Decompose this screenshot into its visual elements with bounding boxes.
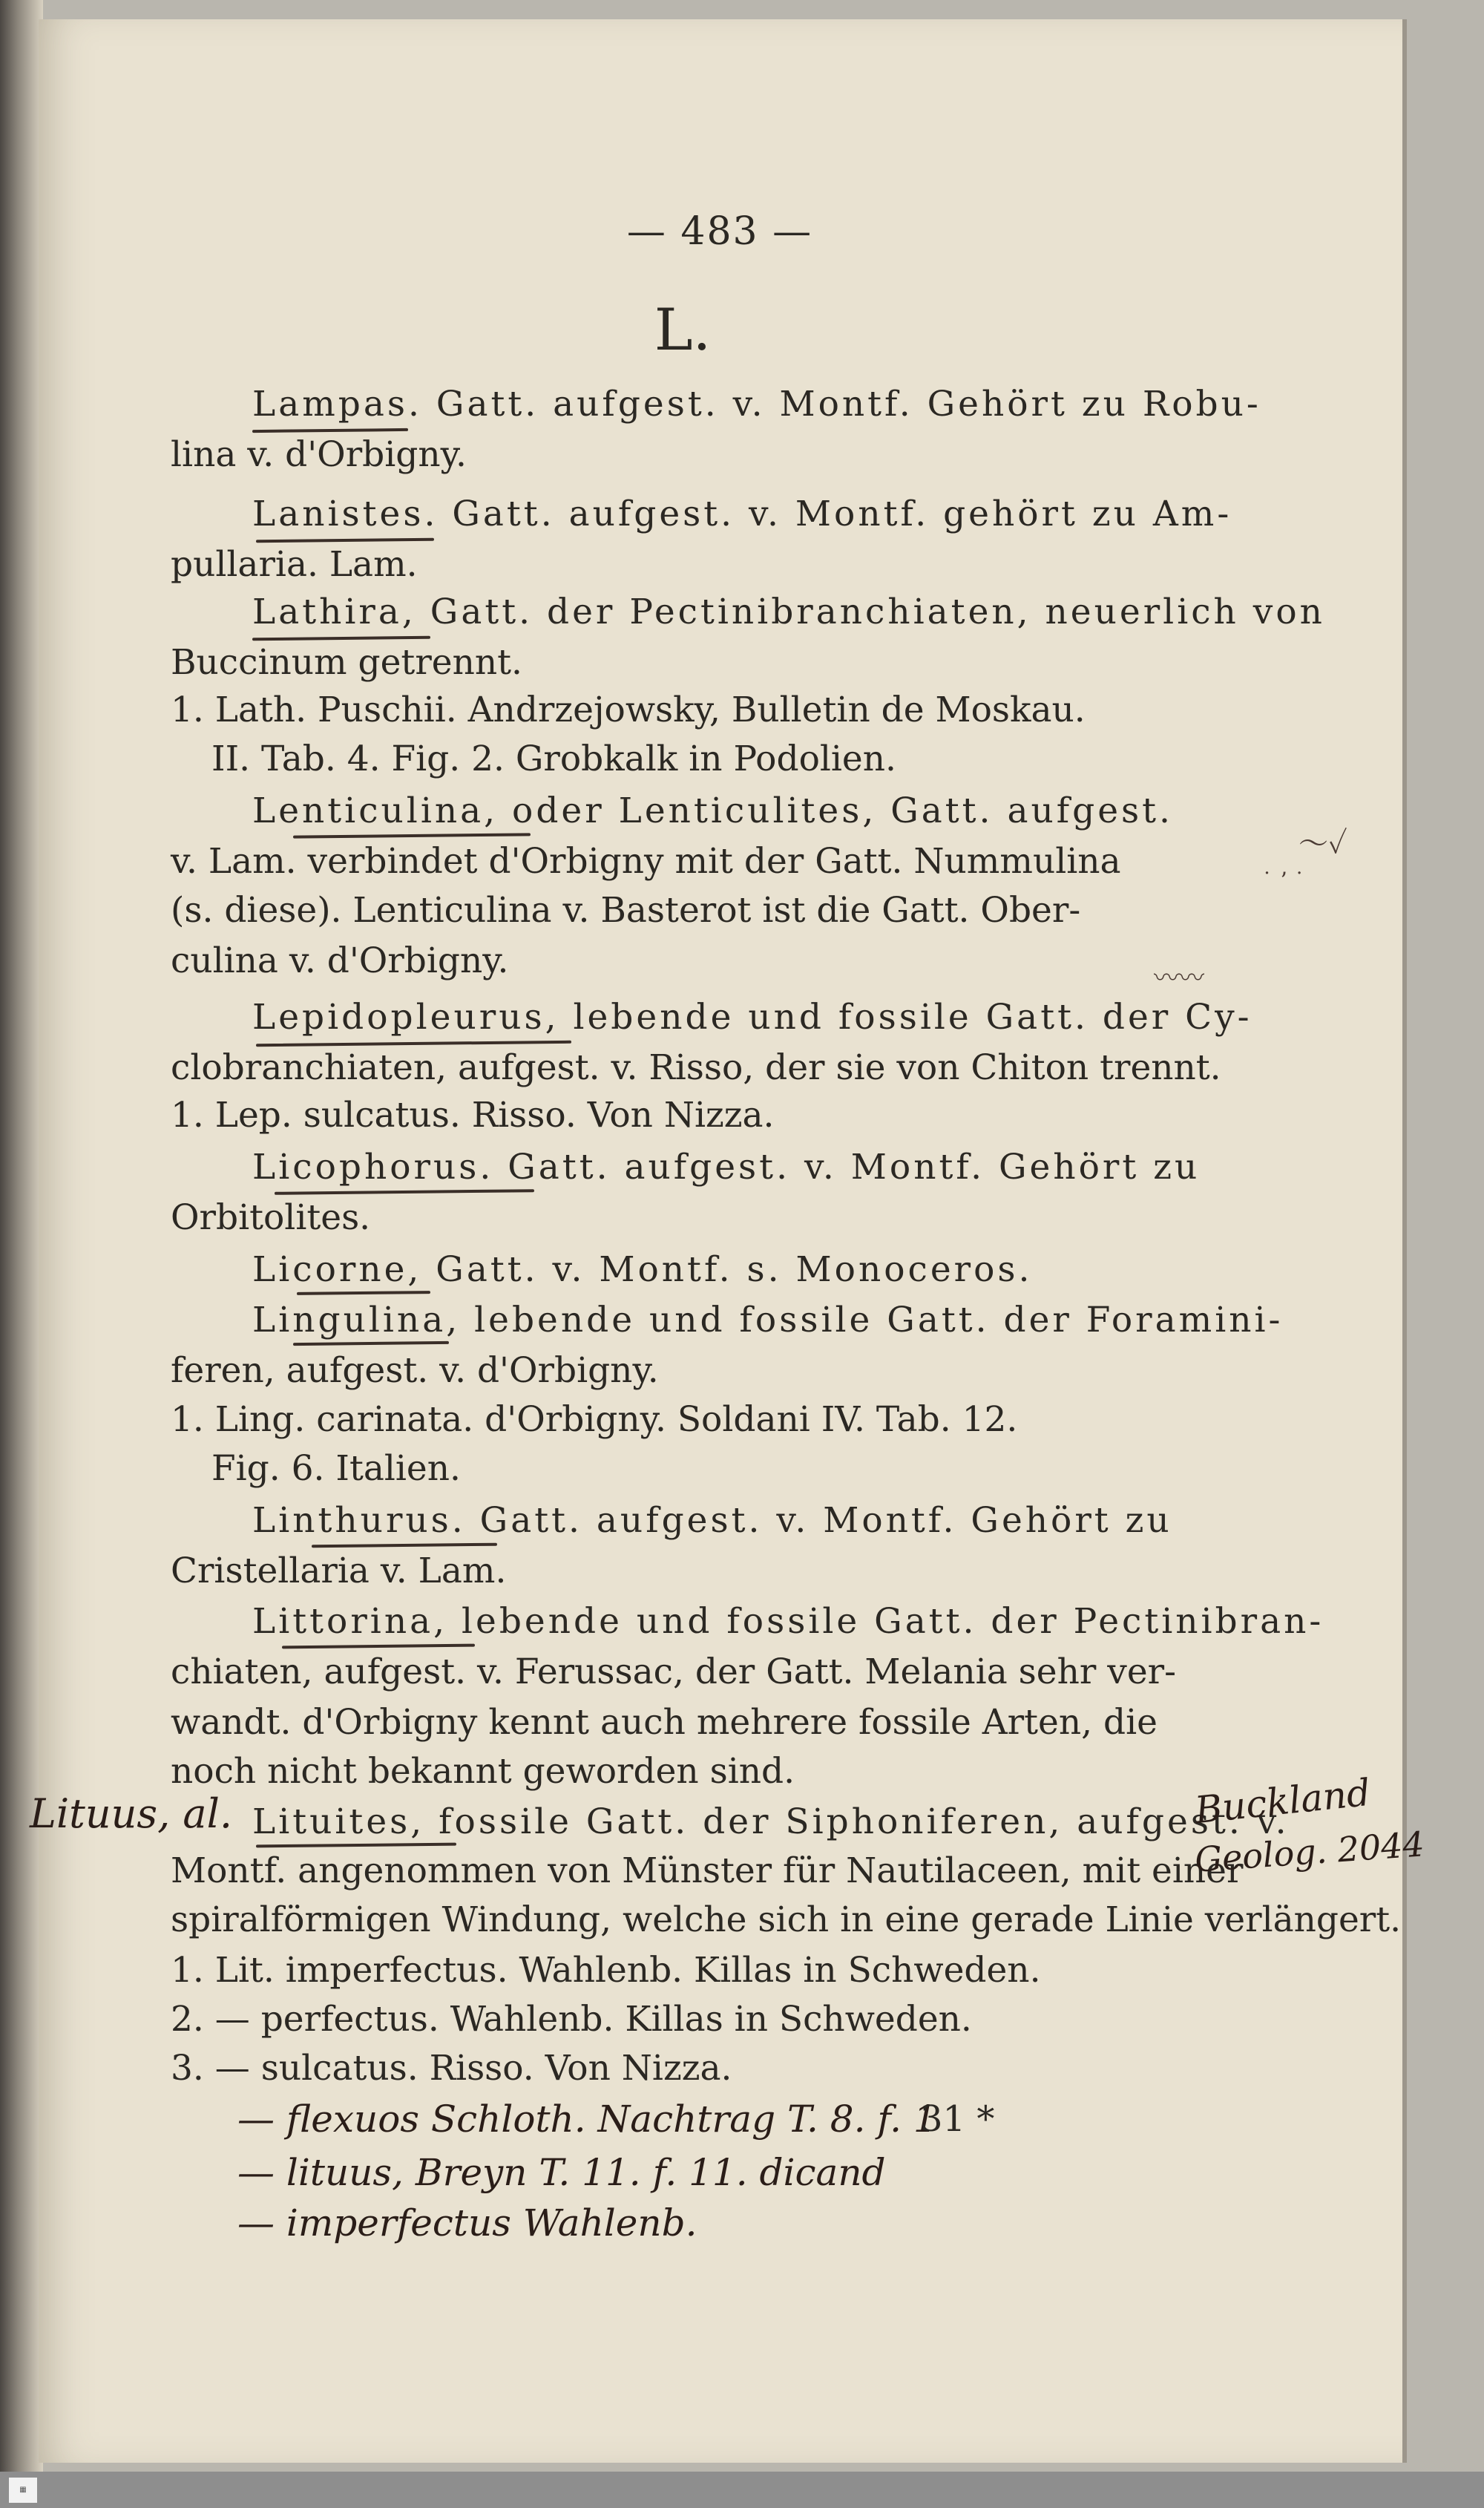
text-line: Littorina, lebende und fossile Gatt. der Pectinibran-: [252, 1601, 1324, 1642]
library-logo-icon: ▦: [9, 2478, 37, 2503]
text-line: chiaten, aufgest. v. Ferussac, der Gatt. Melania sehr ver-: [171, 1651, 1176, 1692]
text-line: Cristellaria v. Lam.: [171, 1551, 507, 1591]
text-line: v. Lam. verbindet d'Orbigny mit der Gatt. Nummulina: [171, 841, 1121, 882]
page-number-header: — 483 —: [626, 209, 813, 254]
pencil-scribble-icon: ～✓: [1298, 827, 1347, 861]
text-line: spiralförmigen Windung, welche sich in eine gerade Linie verlängert.: [171, 1899, 1402, 1940]
signature-mark: 31 *: [920, 2098, 995, 2140]
text-line: 1. Ling. carinata. d'Orbigny. Soldani IV. Tab. 12.: [171, 1399, 1018, 1440]
text-line: Orbitolites.: [171, 1197, 371, 1238]
text-line: Lingulina, lebende und fossile Gatt. der Foramini-: [252, 1300, 1284, 1340]
text-line: feren, aufgest. v. d'Orbigny.: [171, 1350, 659, 1391]
text-line: wandt. d'Orbigny kennt auch mehrere fossile Arten, die: [171, 1702, 1158, 1743]
text-line: 2. — perfectus. Wahlenb. Killas in Schweden.: [171, 1999, 972, 2040]
text-line: clobranchiaten, aufgest. v. Risso, der sie von Chiton trennt.: [171, 1047, 1221, 1088]
text-line: Fig. 6. Italien.: [211, 1448, 461, 1489]
text-line: lina v. d'Orbigny.: [171, 434, 467, 475]
text-line: (s. diese). Lenticulina v. Basterot ist die Gatt. Ober-: [171, 890, 1081, 931]
handwritten-note: — lituus, Breyn T. 11. f. 11. dicand: [237, 2151, 886, 2194]
text-line: Lenticulina, oder Lenticulites, Gatt. aufgest.: [252, 790, 1173, 831]
pencil-scribble-icon: 〰〰: [1154, 963, 1204, 993]
handwritten-margin-note: Geolog. 2044: [1193, 1824, 1426, 1880]
text-line: Licorne, Gatt. v. Montf. s. Monoceros.: [252, 1249, 1033, 1290]
text-line: Lanistes. Gatt. aufgest. v. Montf. gehört zu Am-: [252, 494, 1232, 534]
text-line: Buccinum getrennt.: [171, 642, 522, 683]
text-line: Lituites, fossile Gatt. der Siphoniferen, aufgest. v.: [252, 1801, 1290, 1842]
text-line: II. Tab. 4. Fig. 2. Grobkalk in Podolien.: [211, 739, 896, 779]
scan-footer-strip: [0, 2472, 1484, 2508]
handwritten-margin-note: Buckland: [1192, 1770, 1373, 1833]
handwritten-margin-note: Lituus, al.: [30, 1790, 233, 1837]
text-line: 1. Lath. Puschii. Andrzejowsky, Bulletin de Moskau.: [171, 690, 1086, 730]
text-line: noch nicht bekannt geworden sind.: [171, 1751, 795, 1792]
text-line: Lampas. Gatt. aufgest. v. Montf. Gehört zu Robu-: [252, 384, 1261, 425]
text-line: Lathira, Gatt. der Pectinibranchiaten, neuerlich von: [252, 592, 1325, 632]
book-spine-shadow: [0, 0, 43, 2472]
text-line: 1. Lit. imperfectus. Wahlenb. Killas in Schweden.: [171, 1950, 1041, 1991]
handwritten-note: — imperfectus Wahlenb.: [237, 2201, 697, 2245]
text-line: Lepidopleurus, lebende und fossile Gatt. der Cy-: [252, 997, 1252, 1038]
text-line: pullaria. Lam.: [171, 544, 418, 585]
pencil-scribble-icon: ˙ ʼ ˙: [1261, 868, 1305, 894]
text-line: 3. — sulcatus. Risso. Von Nizza.: [171, 2048, 732, 2089]
text-line: Licophorus. Gatt. aufgest. v. Montf. Gehört zu: [252, 1147, 1201, 1188]
text-line: Montf. angenommen von Münster für Nautilaceen, mit einer: [171, 1850, 1244, 1891]
handwritten-note: — flexuos Schloth. Nachtrag T. 8. f. 1: [237, 2098, 937, 2141]
text-line: culina v. d'Orbigny.: [171, 940, 509, 981]
text-line: Linthurus. Gatt. aufgest. v. Montf. Gehört zu: [252, 1500, 1172, 1541]
section-letter: L.: [654, 297, 712, 364]
text-line: 1. Lep. sulcatus. Risso. Von Nizza.: [171, 1095, 775, 1136]
